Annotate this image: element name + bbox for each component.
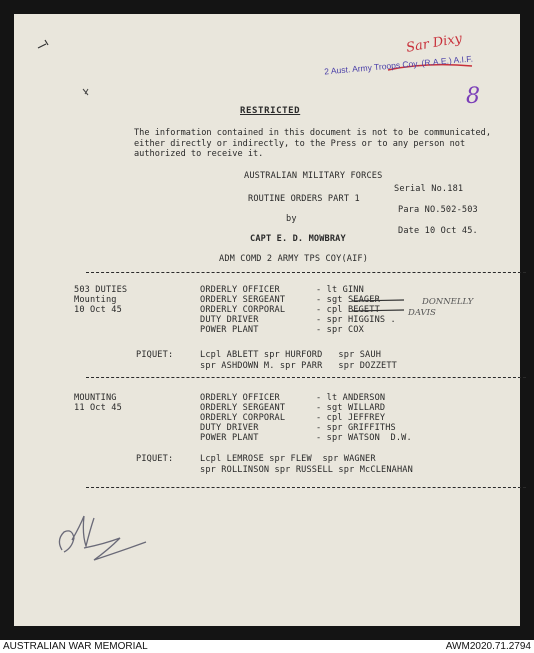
heading: AUSTRALIAN MILITARY FORCES [244, 171, 383, 181]
duty-role: ORDERLY CORPORAL [200, 305, 286, 315]
para-number: Para NO.502-503 [398, 205, 478, 215]
catalog-number: AWM2020.71.2794 [445, 641, 531, 652]
piquet-line: Lcpl LEMROSE spr FLEW spr WAGNER [200, 454, 376, 464]
red-handwriting: Sar Dixy [405, 31, 464, 56]
duty-person: - spr WATSON D.W. [316, 433, 412, 443]
piquet-label: PIQUET: [136, 454, 174, 464]
pin-mark-icon [80, 86, 92, 98]
by-text: by [286, 214, 297, 224]
unit-name: ADM COMD 2 ARMY TPS COY(AIF) [219, 254, 369, 264]
duty-role: ORDERLY SERGEANT [200, 295, 286, 305]
section1-sublabel: Mounting [74, 295, 117, 305]
divider [86, 487, 526, 488]
page-number-mark: 8 [466, 84, 480, 109]
duty-role: ORDERLY CORPORAL [200, 413, 286, 423]
duty-role: DUTY DRIVER [200, 315, 259, 325]
piquet-line: spr ROLLINSON spr RUSSELL spr McCLENAHAN [200, 465, 413, 475]
pin-mark-icon [36, 36, 56, 52]
duty-person: - spr HIGGINS . [316, 315, 396, 325]
duty-person: - sgt WILLARD [316, 403, 386, 413]
officer-name: CAPT E. D. MOWBRAY [250, 234, 346, 244]
duty-person: - sgt SEAGER [316, 295, 380, 305]
section1-label: 503 DUTIES [74, 285, 128, 295]
duty-person: - lt GINN [316, 285, 364, 295]
pencil-correction: DONNELLY [422, 297, 474, 307]
classification-title: RESTRICTED [240, 106, 301, 116]
duty-person: - lt ANDERSON [316, 393, 386, 403]
duty-role: ORDERLY SERGEANT [200, 403, 286, 413]
archive-name: AUSTRALIAN WAR MEMORIAL [3, 641, 148, 652]
divider [86, 272, 526, 273]
security-notice: The information contained in this document is not to be communicated, either directly or indirectly, to the Press or to any person not authorized to receive it. [134, 128, 491, 159]
duty-role: POWER PLANT [200, 433, 259, 443]
unit-stamp: 2 Aust. Army Troops Coy. (R.A.E.) A.I.F. [323, 53, 474, 77]
piquet-line: Lcpl ABLETT spr HURFORD spr SAUH [200, 350, 382, 360]
piquet-line: spr ASHDOWN M. spr PARR spr DOZZETT [200, 361, 397, 371]
duty-role: ORDERLY OFFICER [200, 393, 280, 403]
duty-person: - cpl BEGETT [316, 305, 380, 315]
subheading: ROUTINE ORDERS PART 1 [248, 194, 360, 204]
piquet-label: PIQUET: [136, 350, 174, 360]
pencil-correction: DAVIS [408, 308, 436, 318]
section1-date: 10 Oct 45 [74, 305, 122, 315]
document-sheet [14, 14, 520, 626]
caption-bar [0, 640, 534, 653]
strike-through [352, 294, 412, 318]
section2-date: 11 Oct 45 [74, 403, 122, 413]
duty-role: ORDERLY OFFICER [200, 285, 280, 295]
duty-person: - spr GRIFFITHS [316, 423, 396, 433]
duty-role: DUTY DRIVER [200, 423, 259, 433]
divider [86, 377, 526, 378]
section2-label: MOUNTING [74, 393, 117, 403]
duty-role: POWER PLANT [200, 325, 259, 335]
duty-person: - spr COX [316, 325, 364, 335]
duty-person: - cpl JEFFREY [316, 413, 386, 423]
order-date: Date 10 Oct 45. [398, 226, 478, 236]
serial-number: Serial No.181 [394, 184, 464, 194]
signature-icon [54, 510, 154, 580]
